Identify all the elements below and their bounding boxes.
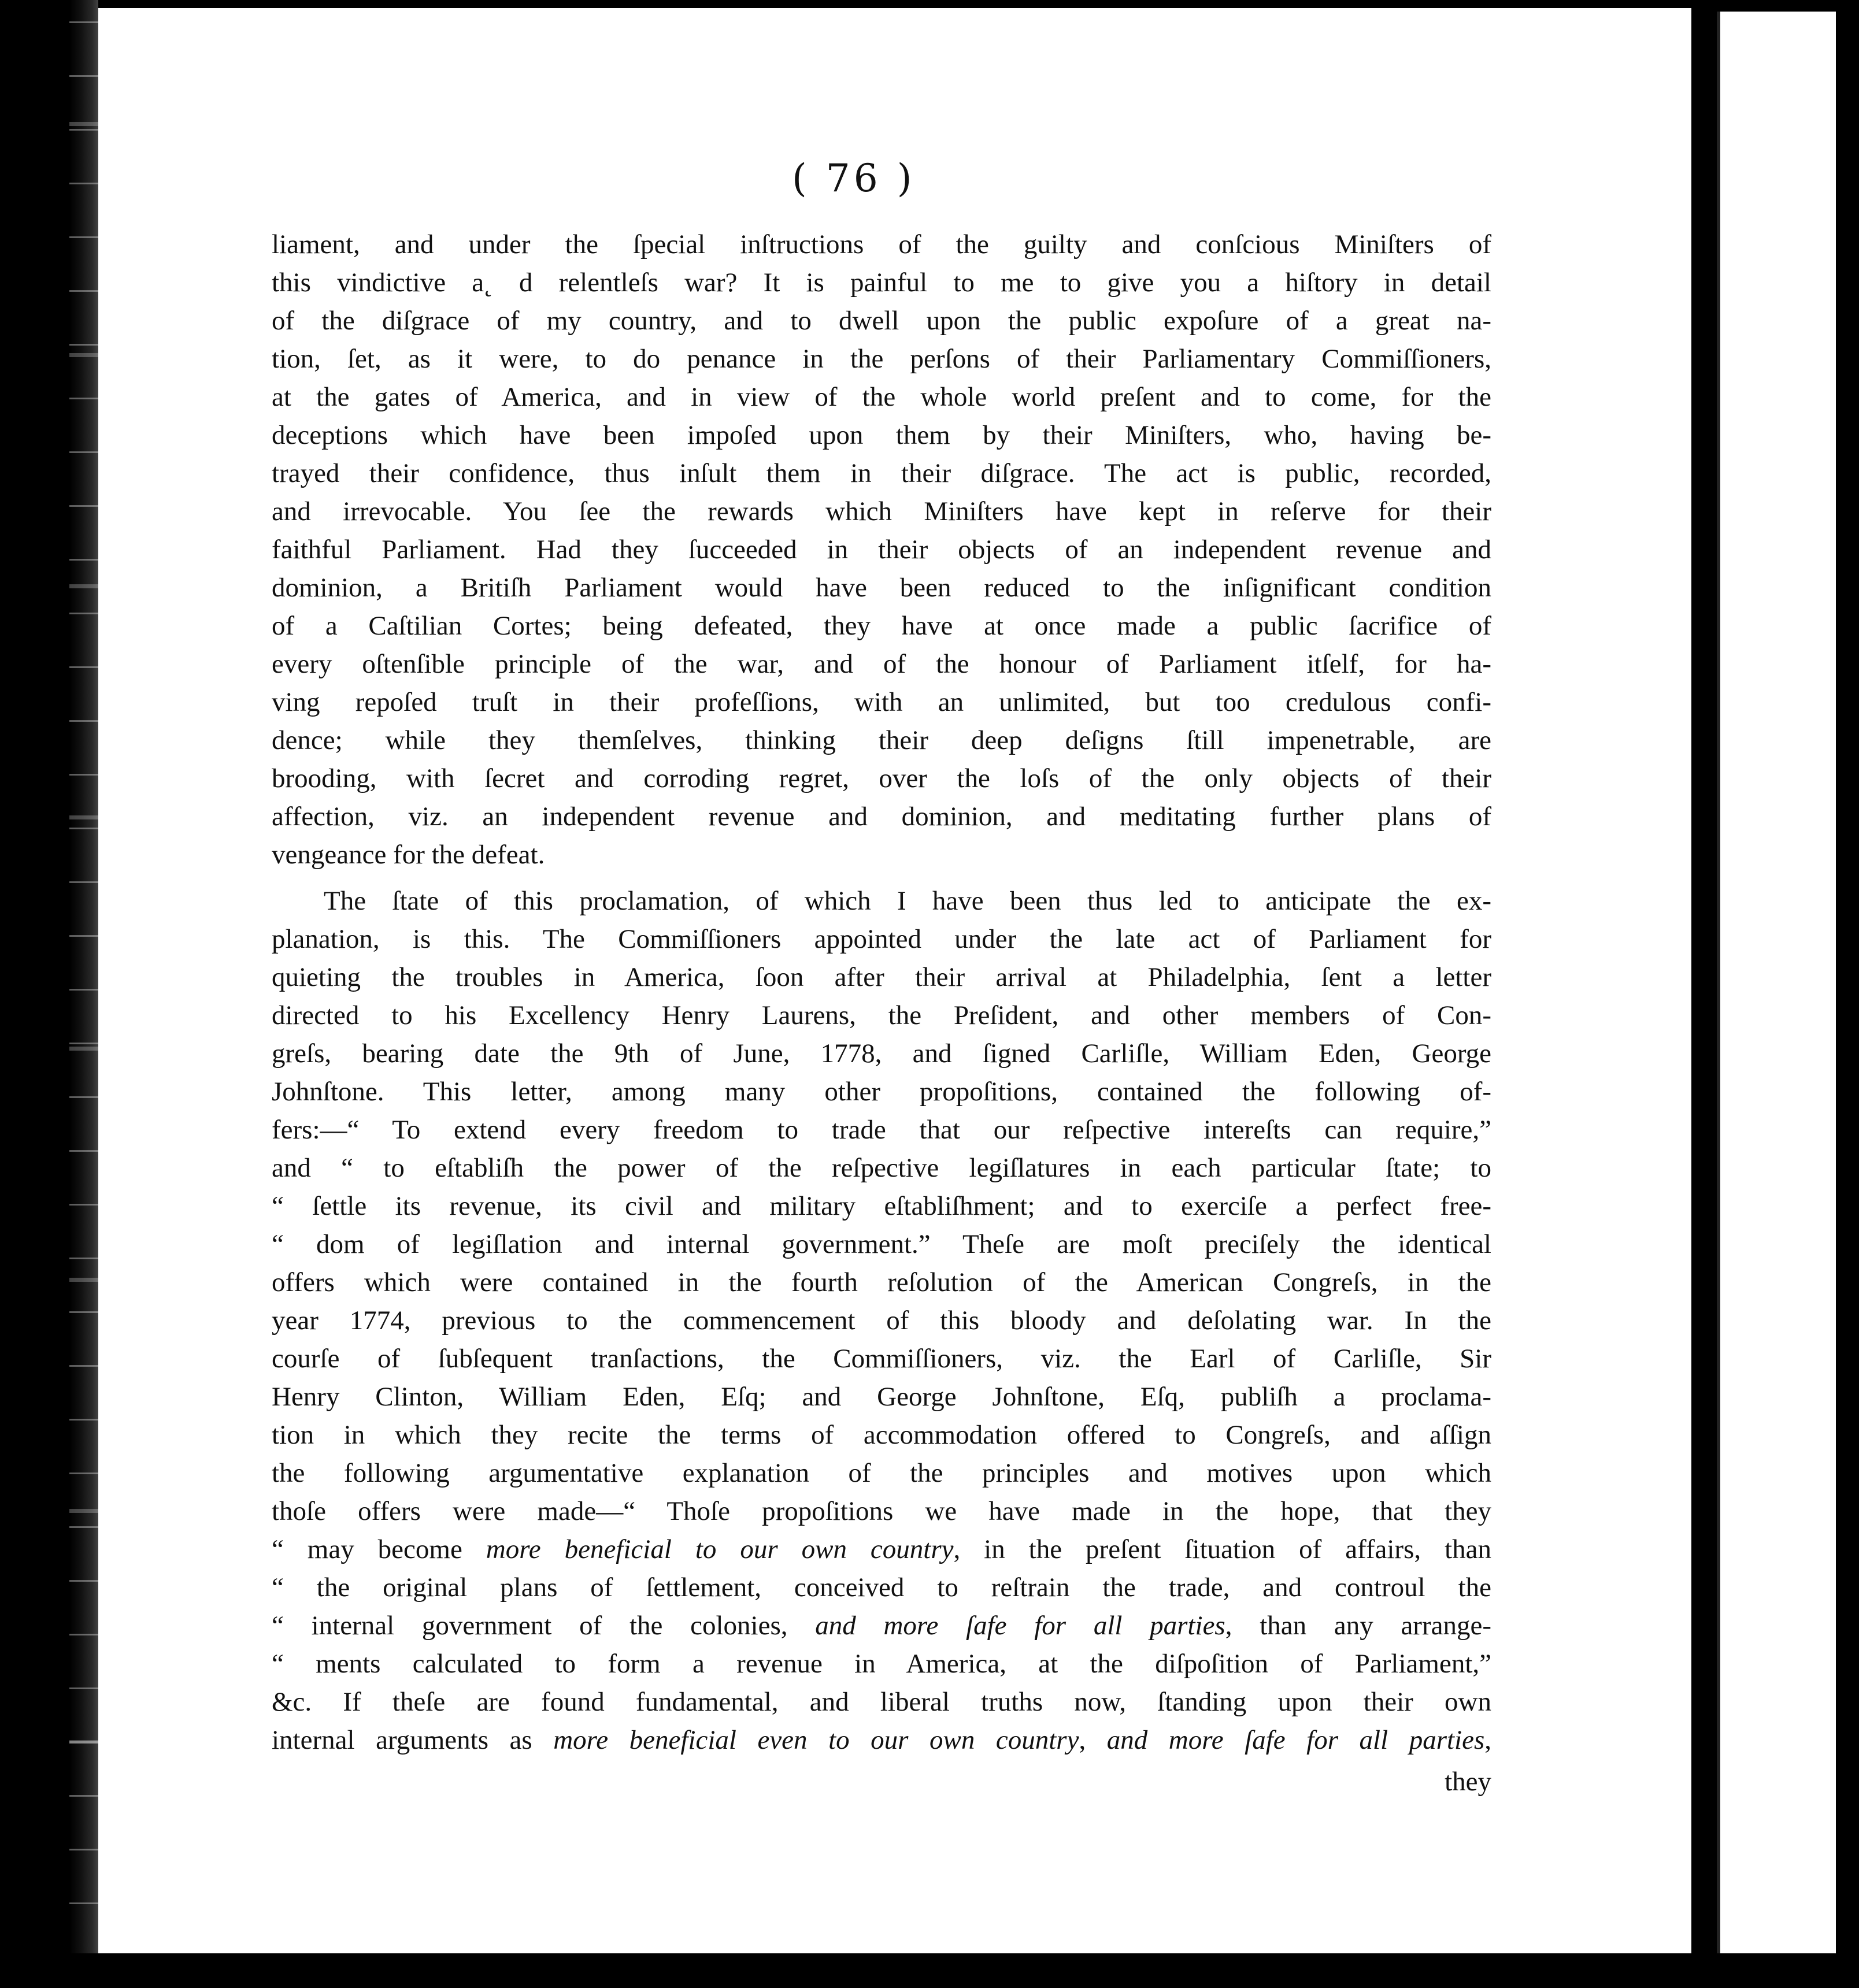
text-line: every oſtenſible principle of the war, and of the honour of Parliament itſelf, for ha-: [272, 649, 1491, 679]
paragraph-gap: [272, 874, 1491, 882]
text-line: trayed their confidence, thus inſult them in their diſgrace. The act is public, recorded,: [272, 458, 1491, 488]
text-line: deceptions which have been impoſed upon them by their Miniſters, who, having be-: [272, 420, 1491, 450]
text-run: internal arguments as: [272, 1725, 554, 1755]
text-line: liament, and under the ſpecial inſtructions of the guilty and conſcious Miniſters of: [272, 229, 1491, 259]
text-run: , than any arrange-: [1225, 1611, 1491, 1641]
text-line: affection, viz. an independent revenue and dominion, and meditating further plans of: [272, 802, 1491, 832]
italic-run: and more ſafe for all parties: [815, 1611, 1225, 1641]
text-line: and irrevocable. You ſee the rewards which Miniſters have kept in reſerve for their: [272, 496, 1491, 526]
text-line: directed to his Excellency Henry Laurens, the Preſident, and other members of Con-: [272, 1000, 1491, 1030]
quoted-line: [272, 1607, 1491, 1645]
text-run: “ may become: [272, 1534, 486, 1564]
scan-top-border: [0, 0, 1859, 8]
text-line: brooding, with ſecret and corroding regret, over the loſs of the only objects of their: [272, 763, 1491, 793]
text-line: of the diſgrace of my country, and to dwell upon the public expoſure of a great na-: [272, 306, 1491, 336]
text-line: “ dom of legiſlation and internal government.” Theſe are moſt preciſely the identical: [272, 1229, 1491, 1259]
text-line: fers:—“ To extend every freedom to trade that our reſpective intereſts can require,”: [272, 1115, 1491, 1145]
text-line: quieting the troubles in America, ſoon after their arrival at Philadelphia, ſent a letter: [272, 962, 1491, 992]
text-line: planation, is this. The Commiſſioners appointed under the late act of Parliament for: [272, 924, 1491, 954]
text-run: “ ments calculated to form a revenue in America, at the diſpoſition of Parliament,”: [272, 1649, 1491, 1679]
text-line: Henry Clinton, William Eden, Eſq; and George Johnſtone, Eſq, publiſh a proclama-: [272, 1382, 1491, 1412]
text-line: dominion, a Britiſh Parliament would have been reduced to the inſignificant condition: [272, 573, 1491, 603]
text-line: and “ to eſtabliſh the power of the reſpective legiſlatures in each particular ſtate; to: [272, 1153, 1491, 1183]
text-line: tion, ſet, as it were, to do penance in the perſons of their Parliamentary Commiſſioners,: [272, 344, 1491, 374]
quoted-line: [272, 1645, 1491, 1683]
quoted-line: [272, 1530, 1491, 1568]
scan-bottom-border: [0, 1953, 1859, 1988]
text-line: greſs, bearing date the 9th of June, 1778, and ſigned Carliſle, William Eden, George: [272, 1038, 1491, 1069]
text-line: “ ſettle its revenue, its civil and military eſtabliſhment; and to exerciſe a perfect free-: [272, 1191, 1491, 1221]
text-line: ving repoſed truſt in their profeſſions, with an unlimited, but too credulous confi-: [272, 687, 1491, 717]
text-line: tion in which they recite the terms of accommodation offered to Congreſs, and aſſign: [272, 1420, 1491, 1450]
text-run: “ the original plans of ſettlement, conceived to reſtrain the trade, and controul the: [272, 1572, 1491, 1603]
text-line: at the gates of America, and in view of the whole world preſent and to come, for the: [272, 382, 1491, 412]
italic-run: and more ſafe for all parties: [1106, 1725, 1485, 1755]
text-line: year 1774, previous to the commencement of this bloody and deſolating war. In the: [272, 1305, 1491, 1336]
text-line: dence; while they themſelves, thinking their deep deſigns ſtill impenetrable, are: [272, 725, 1491, 755]
italic-run: more beneficial to our own country: [486, 1534, 954, 1564]
text-line: of a Caſtilian Cortes; being defeated, they have at once made a public ſacrifice of: [272, 611, 1491, 641]
text-run: &c. If theſe are found fundamental, and liberal truths now, ſtanding upon their own: [272, 1687, 1491, 1717]
paragraph-first-line: The ſtate of this proclamation, of which I have been thus led to anticipate the ex-: [324, 886, 1491, 916]
text-run: , in the preſent ſituation of affairs, than: [953, 1534, 1491, 1564]
text-line: the following argumentative explanation of the principles and motives upon which: [272, 1458, 1491, 1488]
text-line: thoſe offers were made—“ Thoſe propoſitions we have made in the hope, that they: [272, 1496, 1491, 1526]
text-line: faithful Parliament. Had they ſucceeded in their objects of an independent revenue and: [272, 535, 1491, 565]
italic-run: more beneficial even to our own country: [553, 1725, 1079, 1755]
text-run: ,: [1079, 1725, 1107, 1755]
body-text: [272, 225, 1491, 1801]
text-line: this vindictive a˛ d relentleſs war? It is painful to me to give you a hiſtory in detail: [272, 268, 1491, 298]
adjacent-page-sliver: [1717, 12, 1836, 1953]
text-line: Johnſtone. This letter, among many other propoſitions, contained the following of-: [272, 1077, 1491, 1107]
text-run: ,: [1484, 1725, 1492, 1755]
page-number: ( 76 ): [792, 156, 916, 201]
text-run: “ internal government of the colonies,: [272, 1611, 816, 1641]
text-line: [272, 1683, 1491, 1721]
text-line: courſe of ſubſequent tranſactions, the Commiſſioners, viz. the Earl of Carliſle, Sir: [272, 1344, 1491, 1374]
catchword: they: [1445, 1767, 1491, 1797]
text-line: [272, 1721, 1491, 1759]
paragraph-end-line: vengeance for the defeat.: [272, 840, 545, 870]
text-line: offers which were contained in the fourth reſolution of the American Congreſs, in the: [272, 1267, 1491, 1297]
quoted-line: [272, 1568, 1491, 1607]
